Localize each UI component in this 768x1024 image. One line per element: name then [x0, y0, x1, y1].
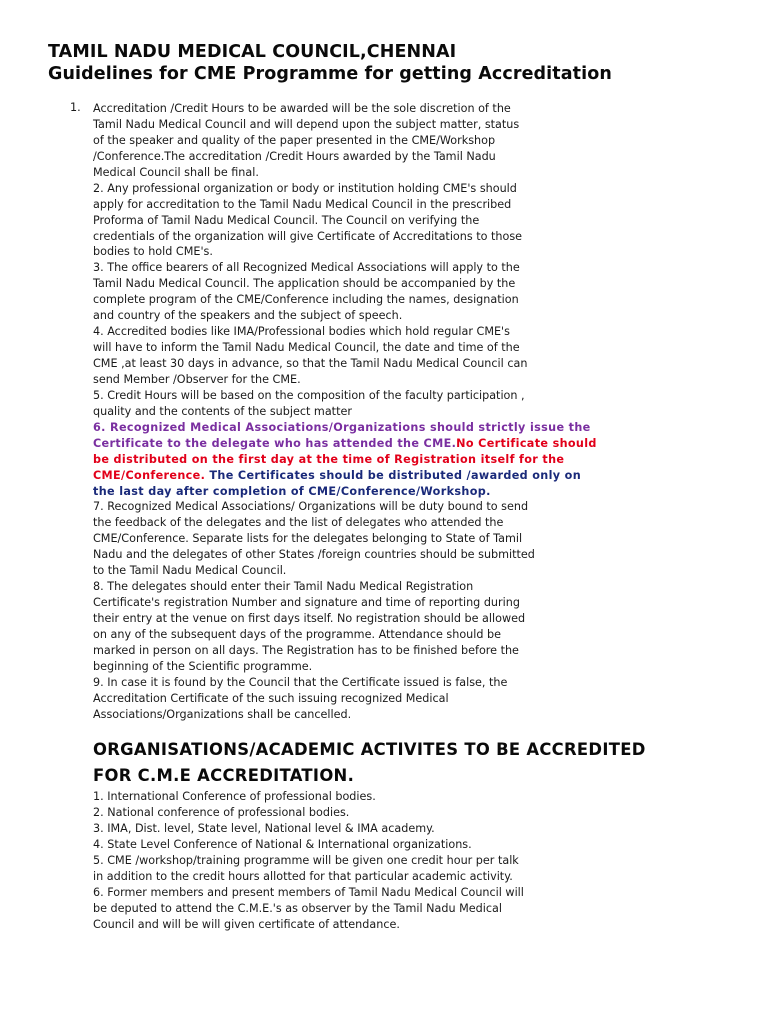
text-line: Accreditation Certificate of the such issuing recognized Medical: [93, 691, 449, 705]
section2-heading: ORGANISATIONS/ACADEMIC ACTIVITES TO BE ACCREDITED: [93, 740, 646, 759]
section2-heading-cont: FOR C.M.E ACCREDITATION.: [93, 766, 355, 785]
text-line: will have to inform the Tamil Nadu Medical Council, the date and time of the: [93, 341, 520, 355]
text-line: 5. Credit Hours will be based on the composition of the faculty participation ,: [93, 388, 525, 402]
document-subtitle: Guidelines for CME Programme for getting Accreditation: [48, 64, 612, 84]
text-line: 7. Recognized Medical Associations/ Organizations will be duty bound to send: [93, 500, 529, 514]
text-line: and country of the speakers and the subject of speech.: [93, 309, 403, 323]
text-line: 9. In case it is found by the Council that the Certificate issued is false, the: [93, 675, 508, 689]
text-line: Associations/Organizations shall be cancelled.: [93, 707, 352, 721]
item6-line: be distributed on the first day at the time of Registration itself for the: [93, 452, 565, 466]
item6-line: the last day after completion of CME/Conference/Workshop.: [93, 484, 491, 498]
text-line: 2. Any professional organization or body or institution holding CME's should: [93, 181, 517, 195]
item6-line: 6. Recognized Medical Associations/Organizations should strictly issue the: [93, 420, 591, 434]
text-line: CME/Conference. Separate lists for the delegates belonging to State of Tamil: [93, 532, 523, 546]
text-line: 1. International Conference of professional bodies.: [93, 790, 376, 803]
text-line: apply for accreditation to the Tamil Nadu Medical Council in the prescribed: [93, 197, 512, 211]
item6-line: [93, 468, 593, 484]
text-line: the feedback of the delegates and the list of delegates who attended the: [93, 516, 504, 530]
text-line: to the Tamil Nadu Medical Council.: [93, 564, 287, 578]
text-line: be deputed to attend the C.M.E.'s as observer by the Tamil Nadu Medical: [93, 901, 502, 915]
text-line: 8. The delegates should enter their Tamil Nadu Medical Registration: [93, 580, 474, 594]
text-line: Tamil Nadu Medical Council. The application should be accompanied by the: [93, 277, 516, 291]
text-line: /Conference.The accreditation /Credit Hours awarded by the Tamil Nadu: [93, 149, 496, 163]
text-line: quality and the contents of the subject matter: [93, 404, 352, 418]
item6-purple-text: Certificate to the delegate who has attended the CME.: [93, 436, 457, 450]
list-number: 1.: [70, 101, 81, 114]
text-line: 3. The office bearers of all Recognized Medical Associations will apply to the: [93, 261, 520, 275]
item6-red-text: CME/Conference.: [93, 468, 206, 482]
text-line: send Member /Observer for the CME.: [93, 372, 301, 386]
text-line: their entry at the venue on first days itself. No registration should be allowed: [93, 612, 526, 625]
text-line: bodies to hold CME's.: [93, 245, 213, 259]
text-line: 3. IMA, Dist. level, State level, National level & IMA academy.: [93, 821, 435, 835]
guidelines-items-7-9: [93, 499, 593, 722]
text-line: Council and will be will given certificate of attendance.: [93, 917, 400, 931]
document-title: TAMIL NADU MEDICAL COUNCIL,CHENNAI: [48, 42, 457, 62]
text-line: complete program of the CME/Conference including the names, designation: [93, 293, 519, 307]
guidelines-items-1-5: [93, 101, 593, 420]
text-line: Medical Council shall be final.: [93, 165, 259, 179]
text-line: Nadu and the delegates of other States /foreign countries should be submitted: [93, 548, 535, 562]
text-line: Tamil Nadu Medical Council and will depend upon the subject matter, status: [93, 117, 520, 131]
text-line: CME ,at least 30 days in advance, so that the Tamil Nadu Medical Council can: [93, 357, 528, 370]
text-line: beginning of the Scientific programme.: [93, 659, 313, 673]
item6-line: [93, 436, 597, 452]
text-line: on any of the subsequent days of the programme. Attendance should be: [93, 627, 502, 641]
text-line: marked in person on all days. The Registration has to be finished before the: [93, 643, 519, 657]
text-line: credentials of the organization will give Certificate of Accreditations to those: [93, 229, 523, 243]
text-line: 5. CME /workshop/training programme will be given one credit hour per talk: [93, 853, 519, 867]
text-line: in addition to the credit hours allotted for that particular academic activity.: [93, 869, 513, 883]
text-line: 4. State Level Conference of National & International organizations.: [93, 837, 472, 851]
text-line: 2. National conference of professional bodies.: [93, 805, 350, 819]
item6-red-text: No Certificate should: [456, 436, 597, 450]
text-line: Accreditation /Credit Hours to be awarded will be the sole discretion of the: [93, 102, 511, 115]
text-line: 4. Accredited bodies like IMA/Professional bodies which hold regular CME's: [93, 325, 510, 339]
text-line: of the speaker and quality of the paper presented in the CME/Workshop: [93, 133, 496, 147]
text-line: Certificate's registration Number and signature and time of reporting during: [93, 596, 520, 610]
text-line: Proforma of Tamil Nadu Medical Council. The Council on verifying the: [93, 213, 480, 227]
item6-navy-text: The Certificates should be distributed /awarded only on: [205, 468, 582, 482]
accredited-activities-list: [93, 789, 593, 932]
text-line: 6. Former members and present members of Tamil Nadu Medical Council will: [93, 885, 524, 899]
guidelines-body: [93, 101, 597, 723]
